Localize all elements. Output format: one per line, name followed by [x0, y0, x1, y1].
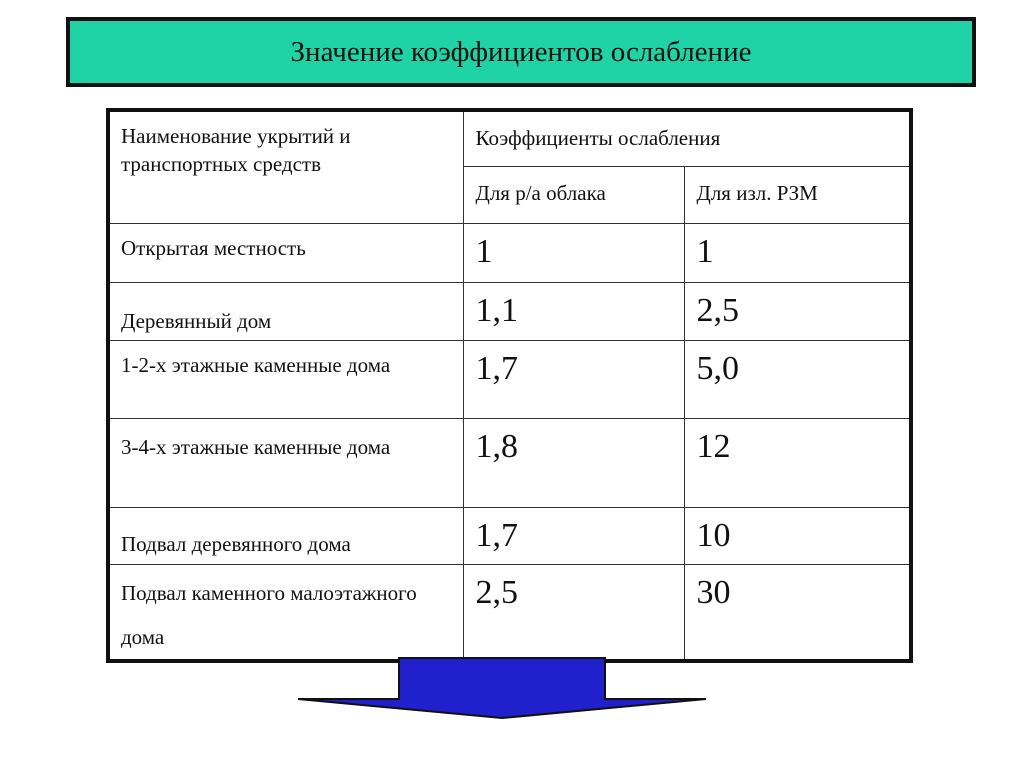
- table-row: [108, 340, 911, 418]
- header-cloud-cell: Для р/а облака: [463, 166, 684, 223]
- table-row: [108, 564, 911, 661]
- arrow-down-icon: [296, 657, 708, 719]
- row-cloud-value: 1,1: [463, 282, 684, 340]
- row-rzm-value: 5,0: [684, 340, 911, 418]
- header-group-cell: Коэффициенты ослабления: [463, 110, 911, 166]
- row-rzm-value: 30: [684, 564, 911, 661]
- page-title: Значение коэффициентов ослабление: [66, 17, 976, 87]
- row-cloud-value: 2,5: [463, 564, 684, 661]
- attenuation-table: [106, 108, 913, 663]
- row-name: 3-4-х этажные каменные дома: [108, 418, 463, 507]
- row-rzm-value: 10: [684, 507, 911, 564]
- table-row: [108, 223, 911, 282]
- row-cloud-value: 1,8: [463, 418, 684, 507]
- row-name: Подвал каменного малоэтажного дома: [108, 564, 463, 661]
- arrow-shape: [298, 658, 706, 718]
- row-rzm-value: 12: [684, 418, 911, 507]
- row-rzm-value: 2,5: [684, 282, 911, 340]
- table-row: [108, 418, 911, 507]
- row-cloud-value: 1,7: [463, 340, 684, 418]
- header-rzm-cell: Для изл. РЗМ: [684, 166, 911, 223]
- row-name: Открытая местность: [108, 223, 463, 282]
- table-row: [108, 507, 911, 564]
- row-name: Деревянный дом: [108, 282, 463, 340]
- row-name: 1-2-х этажные каменные дома: [108, 340, 463, 418]
- row-cloud-value: 1: [463, 223, 684, 282]
- row-name: Подвал деревянного дома: [108, 507, 463, 564]
- header-name-cell: Наименование укрытий и транспортных средств: [108, 110, 463, 223]
- row-cloud-value: 1,7: [463, 507, 684, 564]
- table-row: [108, 282, 911, 340]
- row-rzm-value: 1: [684, 223, 911, 282]
